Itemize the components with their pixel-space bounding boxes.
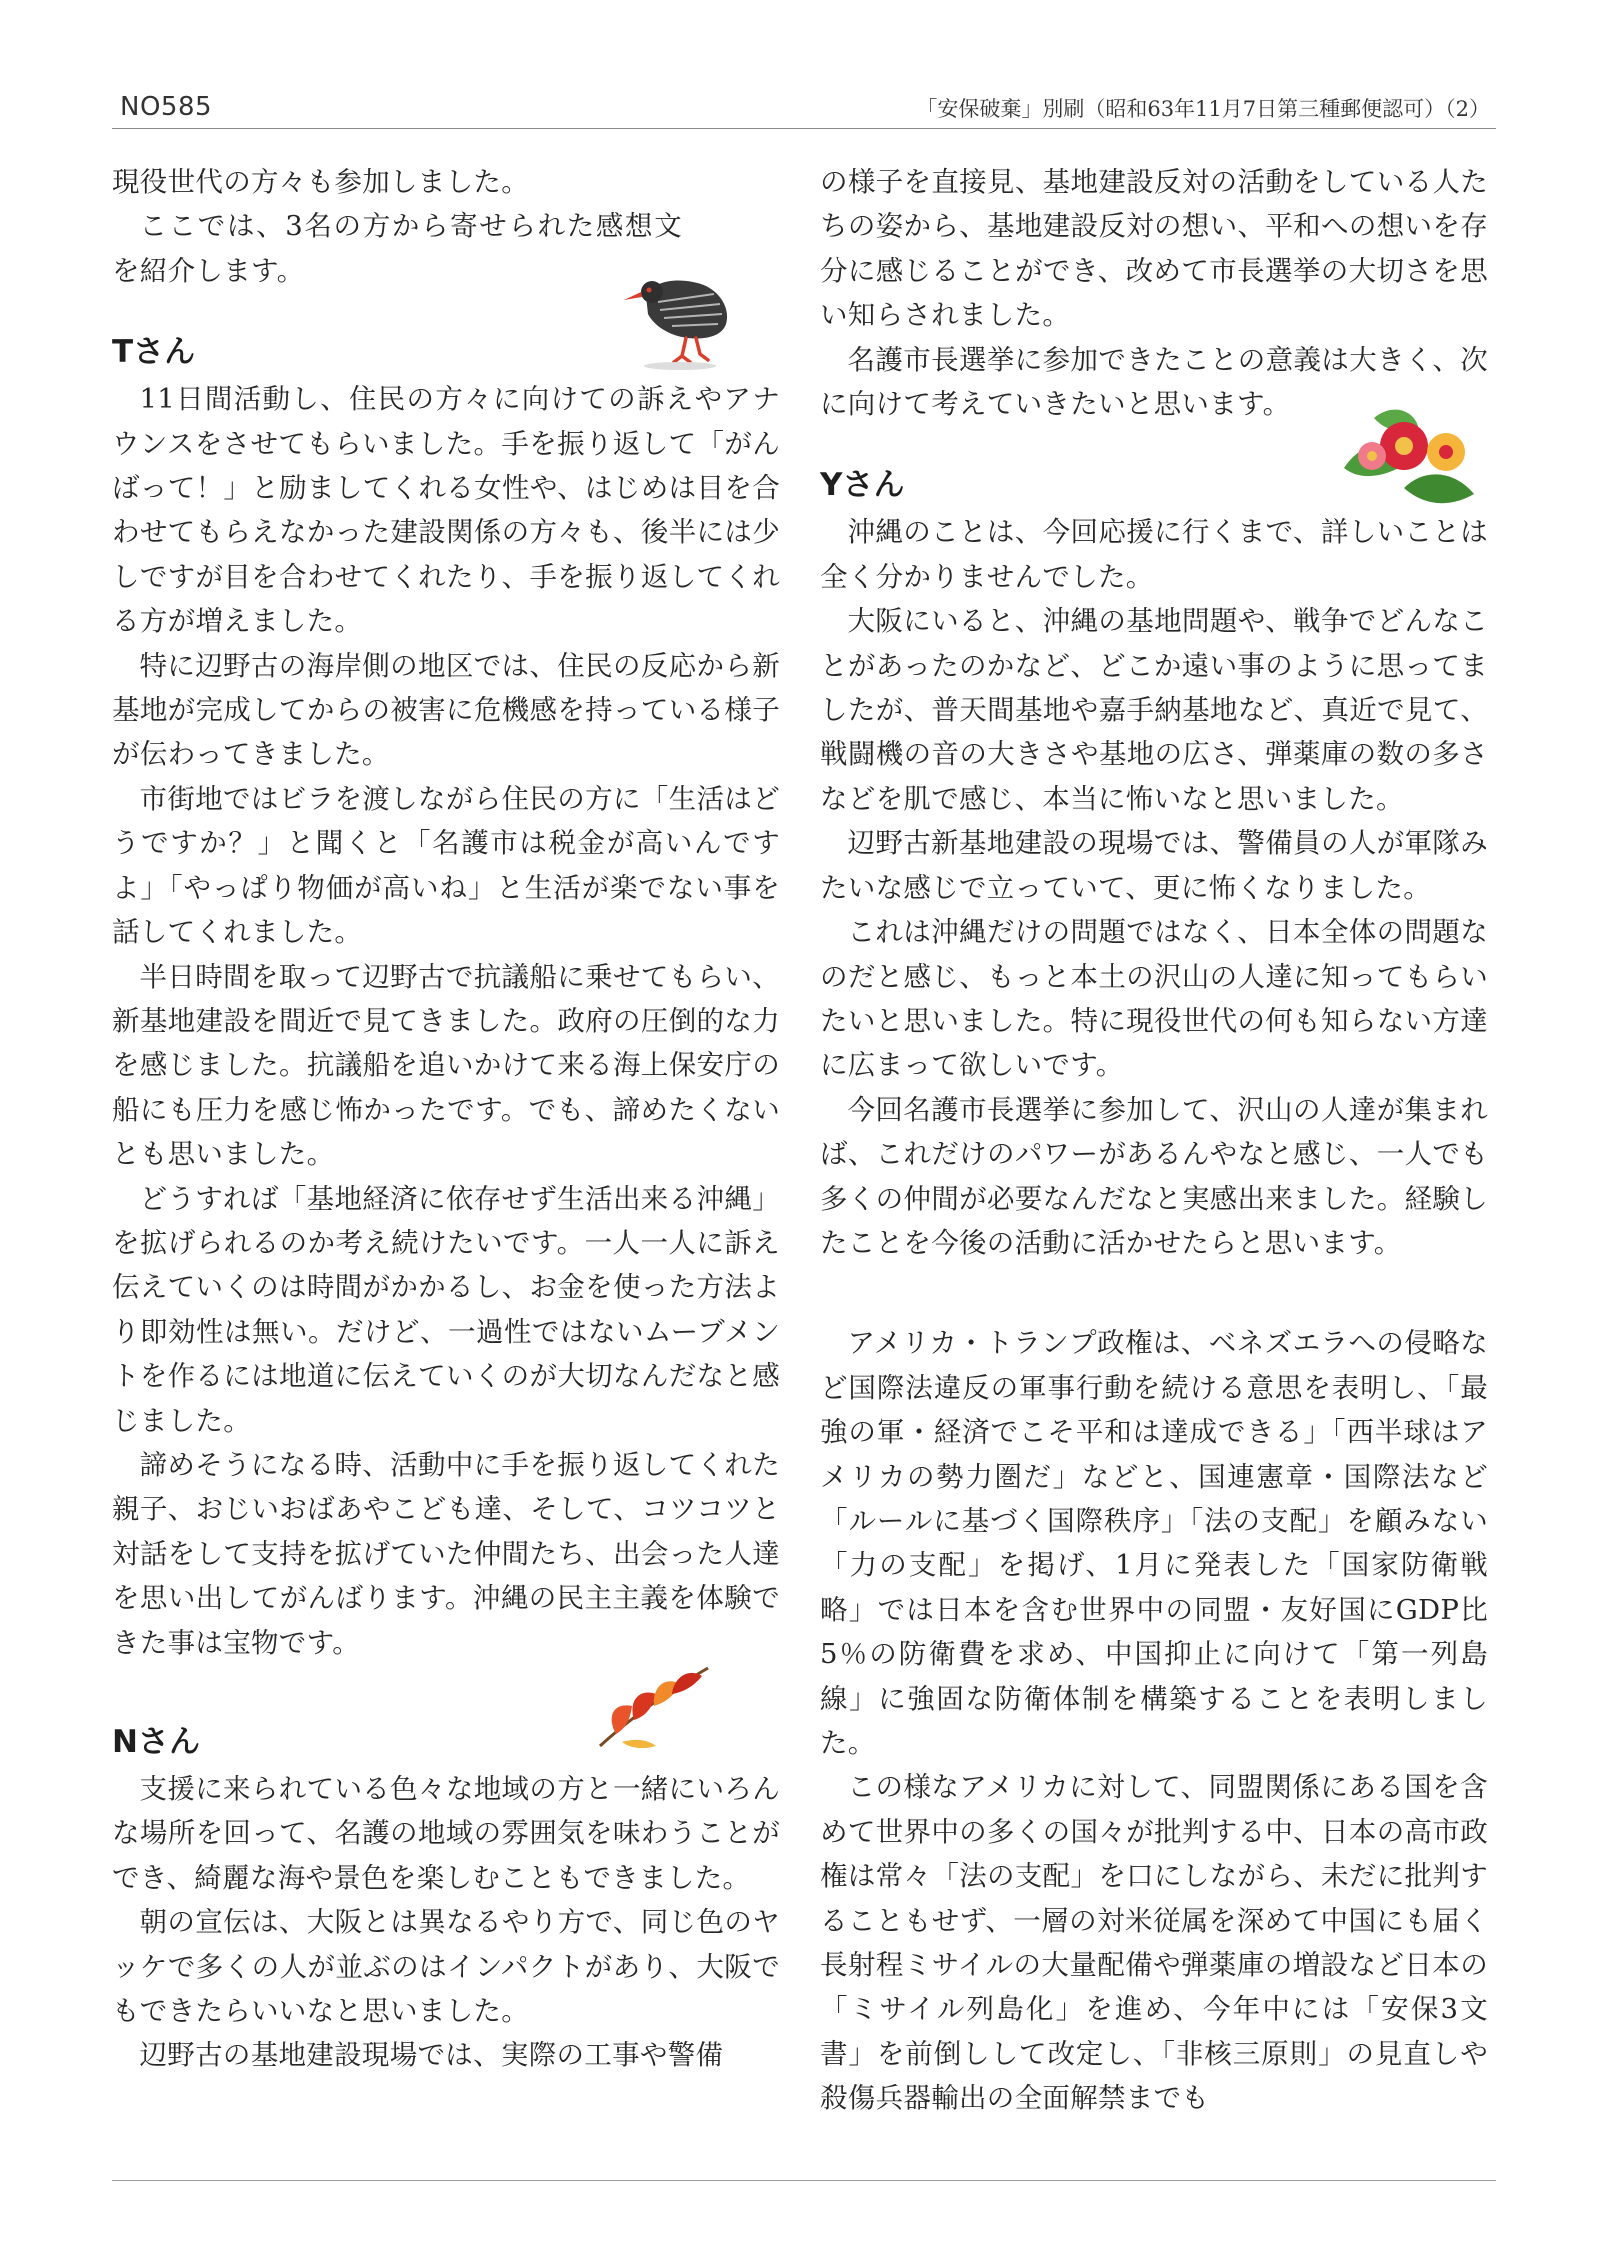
left-column xyxy=(112,160,780,2165)
footer-rule xyxy=(112,2180,1496,2181)
t-paragraph-5: どうすれば「基地経済に依存せず生活出来る沖縄」を拡げられるのか考え続けたいです。一人一人に訴え伝えていくのは時間がかかるし、お金を使った方法より即効性は無い。だけど、一過性ではないムーブメントを作るには地道に伝えていくのが大切なんだなと感じました。 xyxy=(112,1182,780,1437)
t-paragraph-1: 11日間活動し、住民の方々に向けての訴えやアナウンスをさせてもらいました。手を振り返して「がんばって！」と励ましてくれる女性や、はじめは目を合わせてもらえなかった建設関係の方々も、後半には少しですが目を合わせてくれたり、手を振り返してくれる方が増えました。 xyxy=(112,383,780,638)
n-paragraph-3: 辺野古の基地建設現場では、実際の工事や警備 xyxy=(139,2039,724,2072)
intro-paragraph-1: 現役世代の方々も参加しました。 xyxy=(112,166,529,198)
hibiscus-flowers-illustration xyxy=(1334,398,1482,514)
y-paragraph-4: これは沖縄だけの問題ではなく、日本全体の問題なのだと感じ、もっと本土の沢山の人達に知ってもらいたいと思いました。特に現役世代の何も知らない方達に広まって欲しいです。 xyxy=(820,916,1488,1082)
n-continued-paragraph-1: の様子を直接見、基地建設反対の活動をしている人たちの姿から、基地建設反対の想い、平和への想いを存分に感じることができ、改めて市長選挙の大切さを思い知らされました。 xyxy=(820,166,1488,332)
heliconia-flower-illustration xyxy=(596,1662,712,1750)
article-paragraph-2: この様なアメリカに対して、同盟関係にある国を含めて世界中の多くの国々が批判する中、日本の高市政権は常々「法の支配」を口にしながら、未だに批判することもせず、一層の対米従属を深めて中国にも届く長射程ミサイルの大量配備や弾薬庫の増設など日本の「ミサイル列島化」を進め、今年中には「安保3文書」を前倒しして改定し、「非核三原則」の見直しや殺傷兵器輸出の全面解禁までも xyxy=(820,1771,1488,2115)
publication-info: 「安保破棄」別刷（昭和63年11月7日第三種郵便認可）（2） xyxy=(916,97,1490,121)
n-paragraph-2: 朝の宣伝は、大阪とは異なるやり方で、同じ色のヤッケで多くの人が並ぶのはインパクトがあり、大阪でもできたらいいなと思いました。 xyxy=(112,1906,780,2028)
t-paragraph-3: 市街地ではビラを渡しながら住民の方に「生活はどうですか？」と聞くと「名護市は税金が高いんですよ」「やっぱり物価が高いね」と生活が楽でない事を話してくれました。 xyxy=(112,782,780,949)
okinawa-rail-bird-illustration xyxy=(622,252,738,370)
intro-paragraph-2: ここでは、3名の方から寄せられた感想文を紹介します。 xyxy=(112,210,682,287)
y-paragraph-1: 沖縄のことは、今回応援に行くまで、詳しいことは全く分かりませんでした。 xyxy=(820,516,1488,593)
y-paragraph-5: 今回名護市長選挙に参加して、沢山の人達が集まれば、これだけのパワーがあるんやなと感じ、一人でも多くの仲間が必要なんだなと実感出来ました。経験したことを今後の活動に活かせたらと思います。 xyxy=(820,1093,1488,1259)
section-heading-n: Nさん xyxy=(112,1724,200,1760)
article-paragraph-1: アメリカ・トランプ政権は、ベネズエラへの侵略など国際法違反の軍事行動を続ける意思を表明し、「最強の軍・経済でこそ平和は達成できる」「西半球はアメリカの勢力圏だ」などと、国連憲章・国際法など「ルールに基づく国際秩序」「法の支配」を顧みない「力の支配」を掲げ、1月に発表した「国家防衛戦略」では日本を含む世界中の同盟・友好国にGDP比5％の防衛費を求め、中国抑止に向けて「第一列島線」に強固な防衛体制を構築することを表明しました。 xyxy=(820,1327,1488,1759)
y-paragraph-3: 辺野古新基地建設の現場では、警備員の人が軍隊みたいな感じで立っていて、更に怖くなりました。 xyxy=(820,827,1488,904)
t-paragraph-2: 特に辺野古の海岸側の地区では、住民の反応から新基地が完成してからの被害に危機感を持っている様子が伝わってきました。 xyxy=(112,649,780,771)
n-continued-paragraph-2: 名護市長選挙に参加できたことの意義は大きく、次に向けて考えていきたいと思います。 xyxy=(820,343,1488,421)
t-paragraph-6: 諦めそうになる時、活動中に手を振り返してくれた親子、おじいおばあやこども達、そして、コツコツと対話をして支持を拡げていた仲間たち、出会った人達を思い出してがんばります。沖縄の民主主義を体験できた事は宝物です。 xyxy=(112,1448,780,1659)
y-paragraph-2: 大阪にいると、沖縄の基地問題や、戦争でどんなことがあったのかなど、どこか遠い事のように思ってましたが、普天間基地や嘉手納基地など、真近で見て、戦闘機の音の大きさや基地の広さ、弾薬庫の数の多さなどを肌で感じ、本当に怖いなと思いました。 xyxy=(820,605,1488,815)
page-header xyxy=(112,84,1496,129)
section-heading-t: Tさん xyxy=(112,334,196,371)
n-paragraph-1: 支援に来られている色々な地域の方と一緒にいろんな場所を回って、名護の地域の雰囲気を味わうことができ、綺麗な海や景色を楽しむこともできました。 xyxy=(112,1773,780,1894)
t-paragraph-4: 半日時間を取って辺野古で抗議船に乗せてもらい、新基地建設を間近で見てきました。政府の圧倒的な力を感じました。抗議船を追いかけて来る海上保安庁の船にも圧力を感じ怖かったです。でも、諦めたくないとも思いました。 xyxy=(112,960,780,1171)
section-heading-y: Yさん xyxy=(820,467,905,504)
issue-number: NO585 xyxy=(120,92,213,122)
